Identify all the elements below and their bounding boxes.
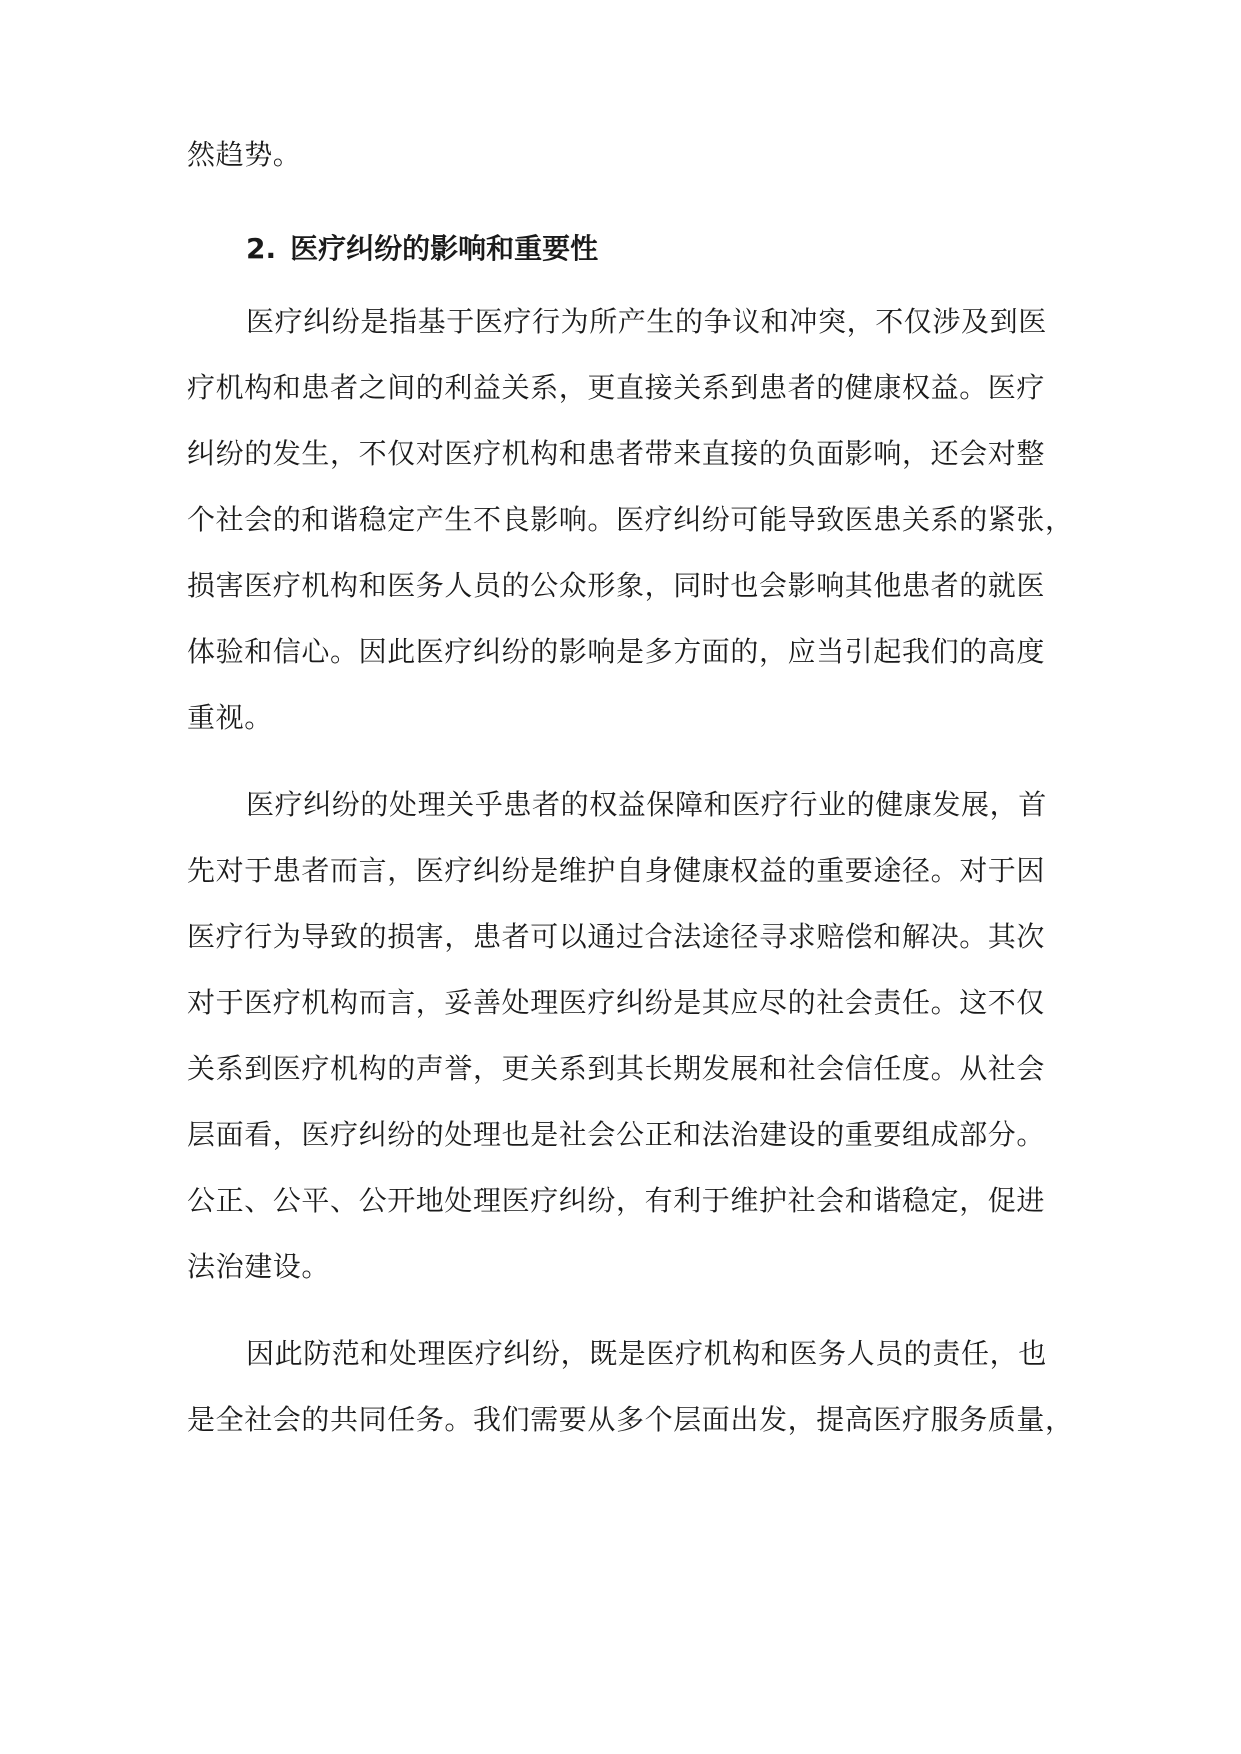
paragraph-line: 公正、公平、公开地处理医疗纠纷，有利于维护社会和谐稳定，促进 [187, 1184, 1046, 1217]
section-title: 医疗纠纷的影响和重要性 [290, 232, 599, 265]
paragraph-line: 纠纷的发生，不仅对医疗机构和患者带来直接的负面影响，还会对整 [187, 437, 1046, 470]
paragraph-line: 体验和信心。因此医疗纠纷的影响是多方面的，应当引起我们的高度 [187, 635, 1046, 668]
paragraph-line: 层面看，医疗纠纷的处理也是社会公正和法治建设的重要组成部分。 [187, 1118, 1046, 1151]
section-number: 2. [246, 232, 277, 265]
paragraph-line: 损害医疗机构和医务人员的公众形象，同时也会影响其他患者的就医 [187, 569, 1046, 602]
paragraph-line: 医疗纠纷是指基于医疗行为所产生的争议和冲突，不仅涉及到医 [246, 305, 1047, 338]
paragraph-line: 医疗行为导致的损害，患者可以通过合法途径寻求赔偿和解决。其次 [187, 920, 1046, 953]
paragraph-line: 疗机构和患者之间的利益关系，更直接关系到患者的健康权益。医疗 [187, 371, 1046, 404]
paragraph-line: 法治建设。 [187, 1250, 331, 1283]
paragraph-line: 医疗纠纷的处理关乎患者的权益保障和医疗行业的健康发展，首 [246, 788, 1047, 821]
paragraph-line: 关系到医疗机构的声誉，更关系到其长期发展和社会信任度。从社会 [187, 1052, 1046, 1085]
paragraph-line: 对于医疗机构而言，妥善处理医疗纠纷是其应尽的社会责任。这不仅 [187, 986, 1046, 1019]
paragraph-line: 个社会的和谐稳定产生不良影响。医疗纠纷可能导致医患关系的紧张， [187, 503, 1074, 536]
section-heading [246, 232, 598, 266]
paragraph-line: 重视。 [187, 701, 273, 734]
paragraph-line: 先对于患者而言，医疗纠纷是维护自身健康权益的重要途径。对于因 [187, 854, 1046, 887]
paragraph-line: 因此防范和处理医疗纠纷，既是医疗机构和医务人员的责任，也 [246, 1337, 1047, 1370]
paragraph-line: 是全社会的共同任务。我们需要从多个层面出发，提高医疗服务质量， [187, 1403, 1074, 1436]
continuation-line: 然趋势。 [187, 138, 302, 171]
